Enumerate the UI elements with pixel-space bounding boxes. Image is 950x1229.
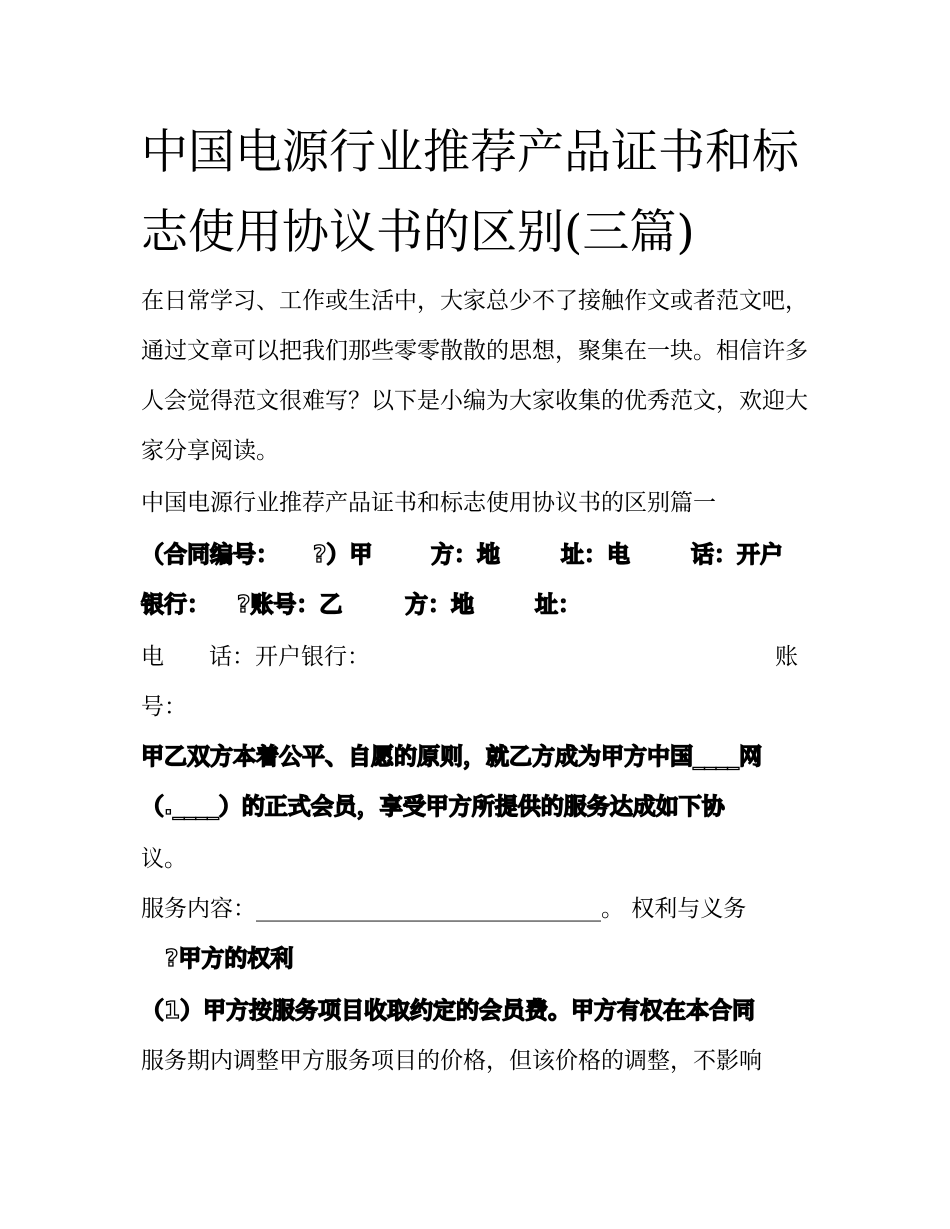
section-heading-1: 中国电源行业推荐产品证书和标志使用协议书的区别篇一 xyxy=(141,490,716,516)
bank-label: 银行： xyxy=(141,592,210,618)
rights-item-1: （1）甲方按服务项目收取约定的会员费。甲方有权在本合同 xyxy=(141,998,756,1024)
agreement-line-3: 议。 xyxy=(141,846,187,872)
agreement-line-2: （.____）的正式会员，享受甲方所提供的服务达成如下协 xyxy=(141,794,725,820)
party-a-bank-label: 话：开户 xyxy=(691,542,783,568)
party-a-phone-label: 址：电 xyxy=(561,542,630,568)
document-title: 中国电源行业推荐产品证书和标志使用协议书的区别(三篇) xyxy=(141,125,799,260)
account-party-b-label: ?账号：乙 xyxy=(237,592,343,618)
contract-number-label: （合同编号： xyxy=(141,542,279,568)
party-a-label: ?）甲 xyxy=(313,542,373,568)
party-a-rights-heading: ?甲方的权利 xyxy=(141,946,294,972)
phone-bank-label: 话：开户银行： xyxy=(209,644,370,670)
service-content-line: 服务内容：______________________________。 权利与义务 xyxy=(141,896,747,922)
account-label-start: 账 xyxy=(775,644,798,670)
party-b-address-label: 方：地 xyxy=(405,592,474,618)
rights-item-1-continued: 服务期内调整甲方服务项目的价格，但该价格的调整，不影响 xyxy=(141,1048,762,1074)
party-b-addr-label: 址： xyxy=(535,592,581,618)
account-label-end: 号： xyxy=(141,694,187,720)
phone-label: 电 xyxy=(141,644,164,670)
party-a-address-label: 方：地 xyxy=(431,542,500,568)
agreement-line-1: 甲乙双方本着公平、自愿的原则，就乙方成为甲方中国____网 xyxy=(141,744,762,770)
intro-paragraph: 在日常学习、工作或生活中，大家总少不了接触作文或者范文吧，通过文章可以把我们那些零零散散的思想，聚集在一块。相信许多人会觉得范文很难写？以下是小编为大家收集的优秀范文，欢迎大家分享阅读。 xyxy=(141,288,808,464)
